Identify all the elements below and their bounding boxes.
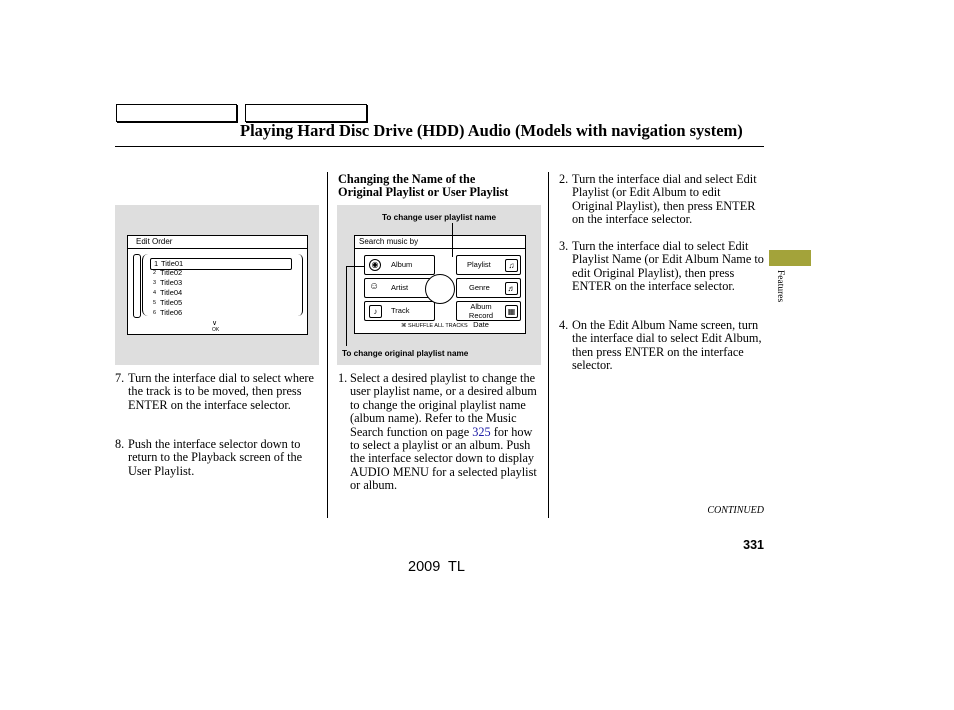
row-label: Title04 [160, 288, 183, 297]
step-1-text-b: for how to select a playlist or an album. Push the interface selector down to display AUDIO MENU for a selected playlist or album. [350, 424, 537, 493]
row-number: 6 [153, 310, 157, 316]
step-number: 3. [559, 239, 569, 253]
column-divider-2 [548, 172, 549, 518]
music-search-figure [337, 205, 541, 365]
row-label: Title06 [160, 308, 183, 317]
genre-label: Genre [469, 283, 490, 292]
model-footer: 2009 TL [408, 559, 465, 575]
dial-icon[interactable] [425, 274, 455, 304]
edit-order-figure [115, 205, 319, 365]
chevron-down-icon[interactable]: ∨ [212, 320, 218, 327]
edit-order-header: Edit Order [136, 237, 173, 246]
note-icon: ♪ [369, 305, 382, 318]
scroll-bar[interactable] [133, 254, 141, 318]
step-1-text-a: Select a desired playlist to change the user playlist name, or a desired album to change the original playlist name (album name). Refer to the Music Search function on page [350, 371, 537, 439]
step-4-text: On the Edit Album Name screen, turn the interface dial to select Edit Album, then press ENTER on the interface selector. [572, 318, 762, 373]
ok-label: OK [212, 327, 220, 333]
playlist-button[interactable] [456, 255, 521, 275]
person-icon: ☺ [369, 281, 380, 292]
album-record-line-1: Album Record [468, 302, 494, 320]
step-number: 1. [338, 371, 348, 385]
step-8-text: Push the interface selector down to return to the Playback screen of the User Playlist. [128, 437, 303, 478]
section-heading [338, 173, 548, 200]
row-label: Title01 [161, 259, 184, 268]
row-label: Title03 [160, 278, 183, 287]
calendar-icon: ▦ [505, 305, 518, 318]
nav-box-right[interactable] [245, 104, 367, 122]
album-label: Album [391, 260, 413, 269]
callout-line-bottom-h [346, 266, 364, 267]
header-divider [128, 248, 307, 249]
search-music-screen [354, 235, 526, 334]
continued-label: CONTINUED [707, 505, 764, 516]
title-rule [115, 146, 764, 147]
step-2-text: Turn the interface dial and select Edit Playlist (or Edit Album to edit Original Playlist), then press ENTER on the interface selector. [572, 172, 757, 227]
step-3-text: Turn the interface dial to select Edit Playlist Name (or Edit Album Name to edit Original Playlist), then press ENTER on the interface selector. [572, 239, 764, 294]
page-link[interactable]: 325 [472, 424, 491, 439]
step-number: 2. [559, 172, 569, 186]
column-divider-1 [327, 172, 328, 518]
genre-icon: ♬ [505, 282, 518, 295]
callout-original-playlist: To change original playlist name [342, 349, 469, 358]
step-number: 8. [115, 437, 125, 451]
row-number: 5 [153, 300, 157, 306]
track-label: Track [391, 306, 410, 315]
callout-line-bottom [346, 266, 347, 346]
nav-box-left[interactable] [116, 104, 237, 122]
row-number: 1 [154, 259, 159, 268]
heading-line-2: Original Playlist or User Playlist [338, 185, 509, 200]
screen-header: Search music by [359, 237, 419, 246]
callout-line-top [452, 223, 453, 257]
page-title: Playing Hard Disc Drive (HDD) Audio (Models with navigation system) [240, 121, 743, 140]
section-tab [769, 250, 811, 266]
step-number: 4. [559, 318, 569, 332]
shuffle-all-tracks[interactable]: ⌘ SHUFFLE ALL TRACKS [401, 323, 468, 329]
artist-label: Artist [391, 283, 409, 292]
page-number: 331 [743, 538, 764, 552]
header-divider [355, 248, 525, 249]
playlist-icon: ♫ [505, 259, 518, 272]
step-1-text [350, 372, 543, 493]
section-tab-label: Features [775, 270, 785, 303]
row-number: 4 [153, 290, 157, 296]
album-record-date-button[interactable] [456, 301, 521, 329]
row-label: Title05 [160, 298, 183, 307]
row-label: Title02 [160, 268, 183, 277]
disc-icon: ◉ [369, 259, 381, 271]
track-button[interactable] [364, 301, 435, 321]
album-record-line-2: Date [473, 320, 489, 329]
track-list [150, 258, 296, 320]
step-7-text: Turn the interface dial to select where the track is to be moved, then press ENTER on the interface selector. [128, 371, 314, 412]
step-number: 7. [115, 371, 125, 385]
playlist-label: Playlist [467, 260, 491, 269]
genre-button[interactable] [456, 278, 521, 298]
right-arc [298, 254, 303, 316]
heading-line-1: Changing the Name of the [338, 172, 476, 186]
row-number: 3 [153, 280, 157, 286]
row-number: 2 [153, 270, 157, 276]
album-button[interactable] [364, 255, 435, 275]
callout-user-playlist: To change user playlist name [382, 213, 497, 222]
edit-order-screen [127, 235, 308, 335]
